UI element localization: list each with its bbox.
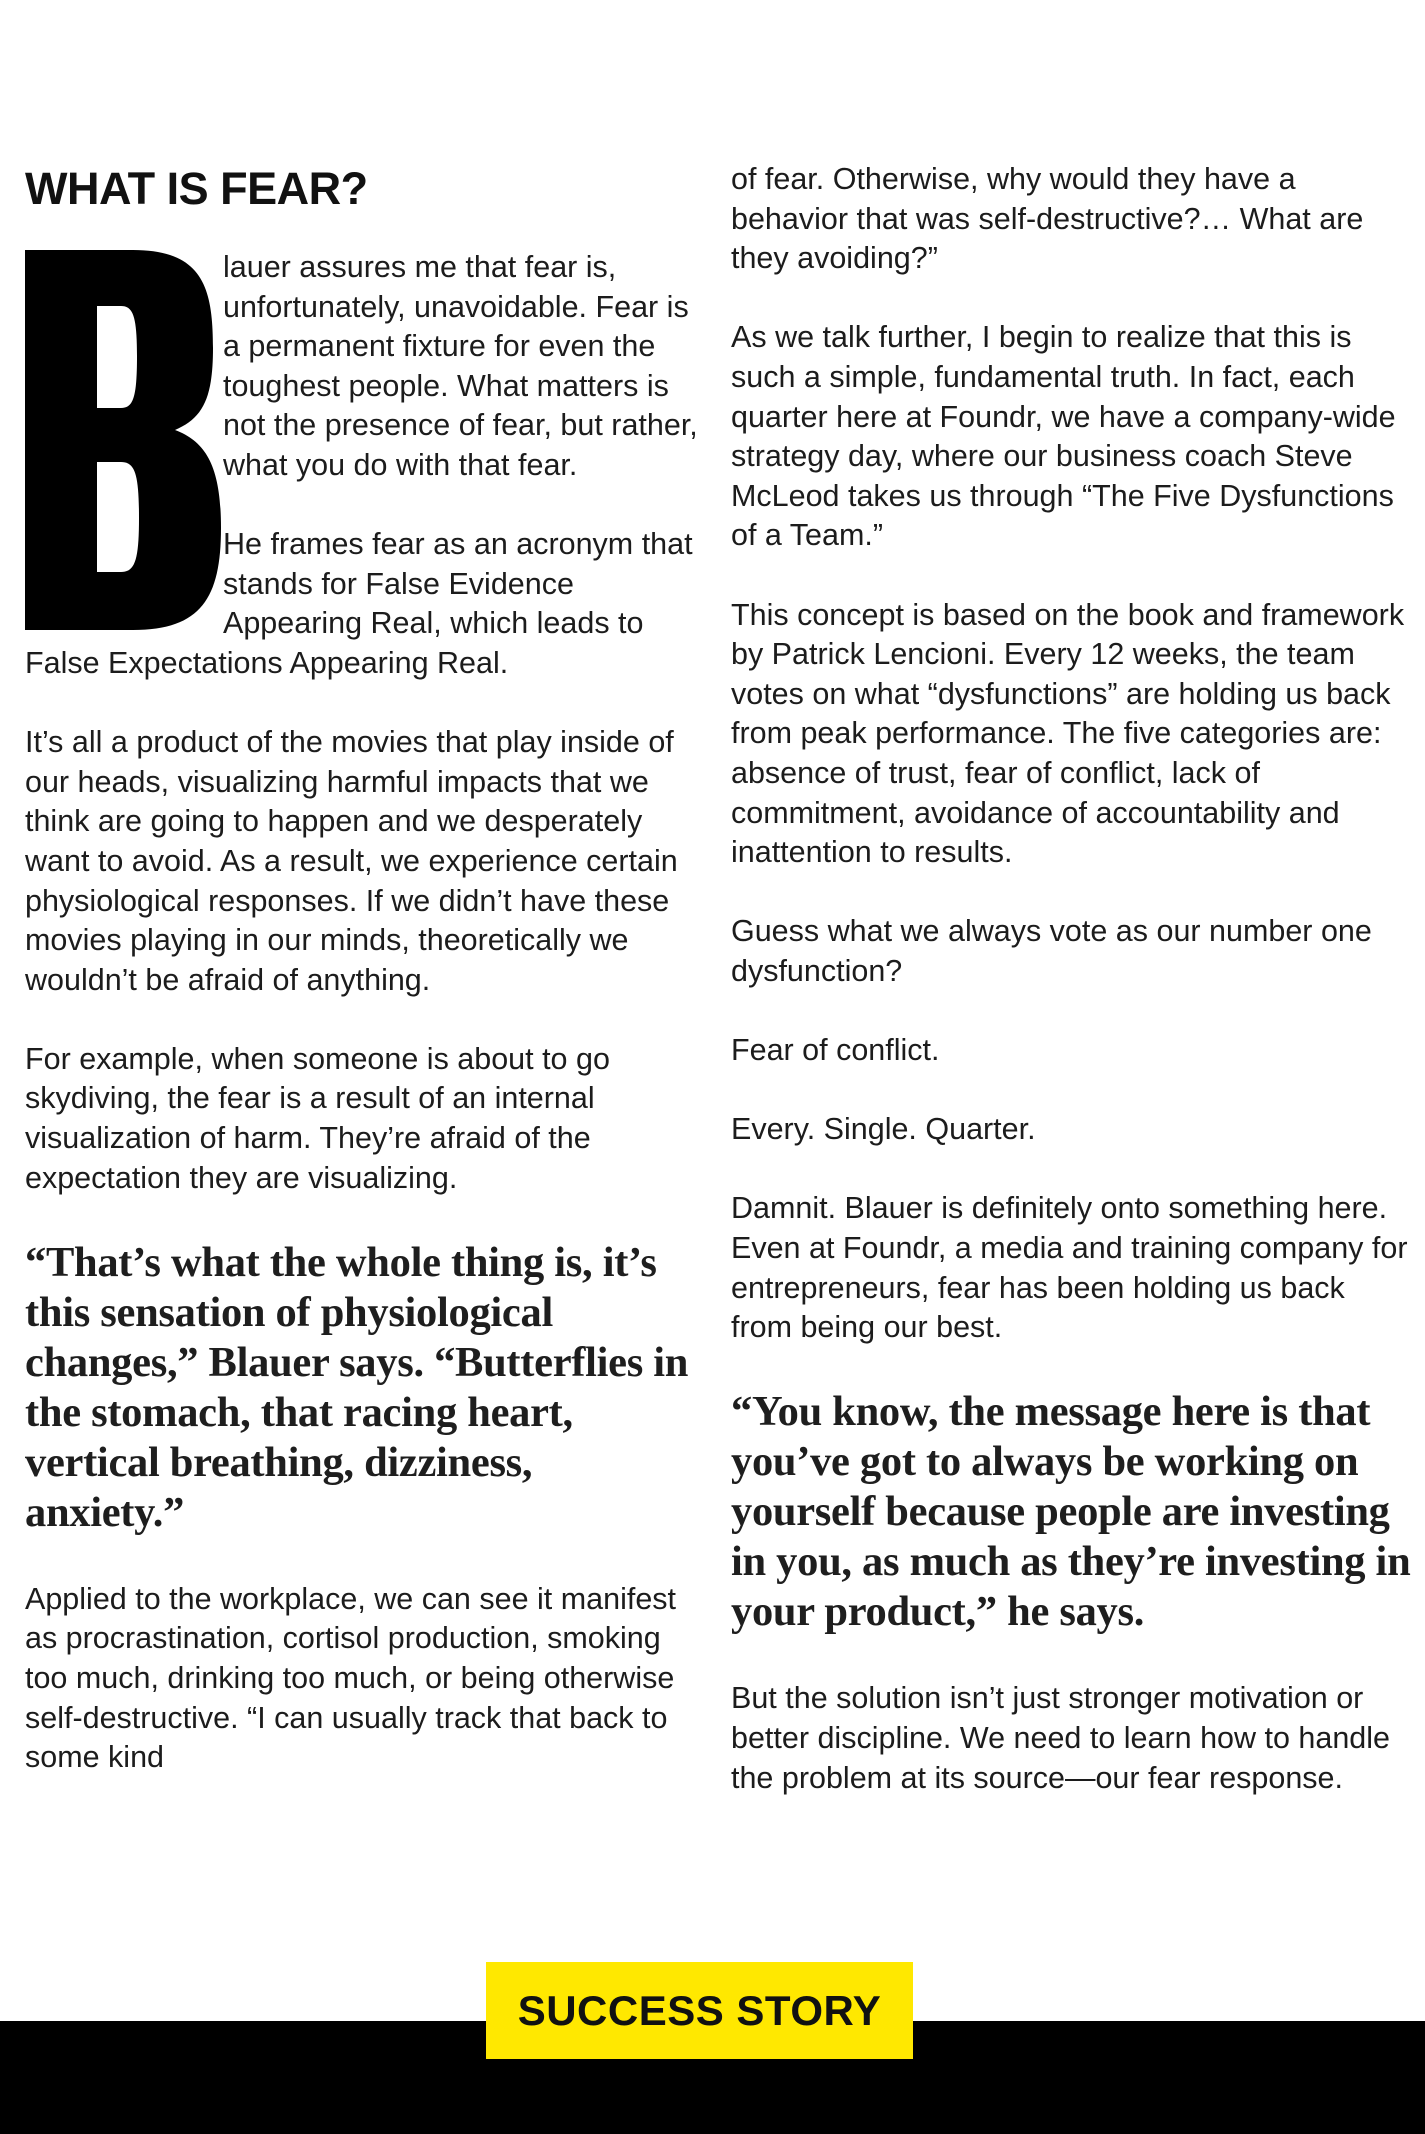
- section-tag: SUCCESS STORY: [486, 1962, 913, 2059]
- paragraph-fear-of-conflict: Fear of conflict.: [731, 1033, 940, 1068]
- paragraph-foundr-strategy: As we talk further, I begin to realize that this is such a simple, fundamental truth. In fact, each quarter here at Foundr, we have a company-wide strategy day, where our business coach Steve McLeod takes us through “The Five Dysfunctions of a Team.”: [731, 320, 1396, 553]
- right-column: [731, 160, 1411, 1838]
- paragraph-vote-question: Guess what we always vote as our number one dysfunction?: [731, 914, 1372, 988]
- left-column: [25, 160, 700, 1817]
- paragraph-intro: lauer assures me that fear is, unfortunately, unavoidable. Fear is a permanent fixture for even the toughest people. What matters is not the presence of fear, but rather, what you do with that fear.: [223, 250, 698, 482]
- pull-quote-investing: “You know, the message here is that you’ve got to always be working on yourself because people are investing in you, as much as they’re investing in your product,” he says.: [731, 1388, 1411, 1636]
- pull-quote-physiological: “That’s what the whole thing is, it’s this sensation of physiological changes,” Blauer says. “Butterflies in the stomach, that racing heart, vertical breathing, dizziness, anxiety.”: [25, 1238, 689, 1536]
- section-heading: WHAT IS FEAR?: [25, 163, 368, 214]
- paragraph-damnit: Damnit. Blauer is definitely onto something here. Even at Foundr, a media and training company for entrepreneurs, fear has been holding us back from being our best.: [731, 1191, 1408, 1345]
- paragraph-lencioni: This concept is based on the book and framework by Patrick Lencioni. Every 12 weeks, the team votes on what “dysfunctions” are holding us back from peak performance. The five categories are: absence of trust, fear of conflict, lack of commitment, avoidance of accountability and inattention to results.: [731, 597, 1405, 870]
- paragraph-movies: It’s all a product of the movies that play inside of our heads, visualizing harmful impacts that we think are going to happen and we desperately want to avoid. As a result, we experience certain physiological responses. If we didn’t have these movies playing in our minds, theoretically we wouldn’t be afraid of anything.: [25, 725, 678, 997]
- dropcap-letter: [25, 248, 223, 632]
- paragraph-every-quarter: Every. Single. Quarter.: [731, 1112, 1036, 1147]
- dropcap-paragraph-group: [25, 248, 700, 684]
- paragraph-solution: But the solution isn’t just stronger motivation or better discipline. We need to learn how to handle the problem at its source—our fear response.: [731, 1681, 1390, 1795]
- paragraph-skydiving: For example, when someone is about to go skydiving, the fear is a result of an internal visualization of harm. They’re afraid of the expectation they are visualizing.: [25, 1041, 610, 1195]
- dropcap-glyph: [25, 248, 223, 632]
- paragraph-workplace: Applied to the workplace, we can see it manifest as procrastination, cortisol production, smoking too much, drinking too much, or being otherwise self-destructive. “I can usually track that back to some kind: [25, 1581, 677, 1775]
- paragraph-acronym: He frames fear as an acronym that stands for False Evidence Appearing Real, which leads to False Expectations Appearing Real.: [25, 527, 693, 680]
- paragraph-continued: of fear. Otherwise, why would they have a behavior that was self-destructive?… What are they avoiding?”: [731, 162, 1364, 276]
